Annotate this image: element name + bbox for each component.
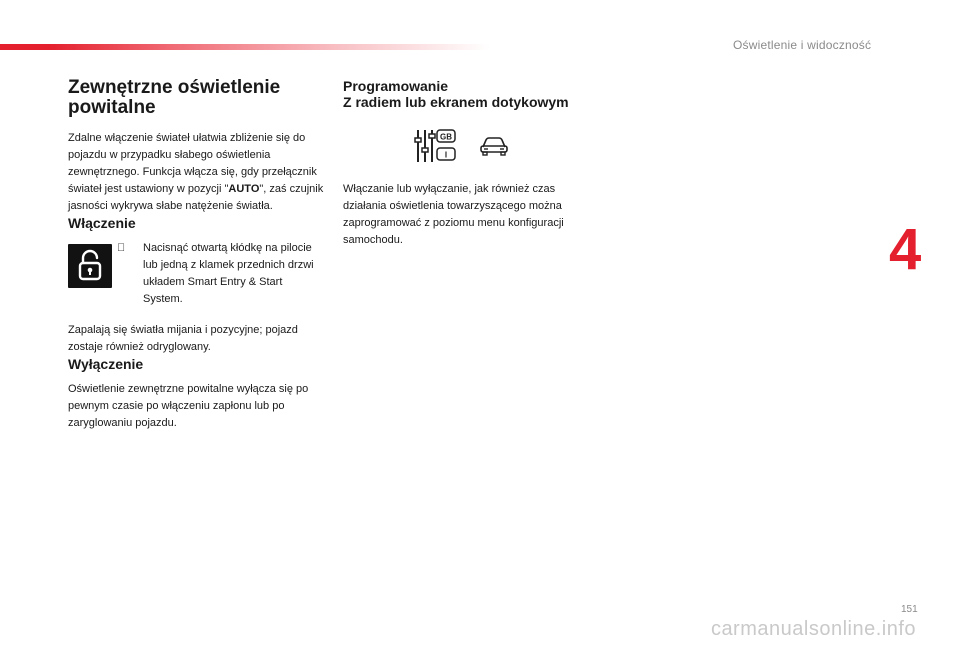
switch-off-text: Oświetlenie zewnętrzne powitalne wyłącza się po pewnym czasie po włączeniu zapłonu lub po zaryglowaniu pojazdu. <box>68 383 309 429</box>
programming-text: Włączanie lub wyłączanie, jak również czas działania oświetlenia towarzyszącego można zaprogramować z poziomu menu konfiguracji samochodu. <box>343 183 564 246</box>
left-column <box>68 78 330 432</box>
unlock-padlock-icon <box>68 244 112 288</box>
intro-text-part1: Zdalne włączenie świateł ułatwia zbliżenie się do pojazdu w przypadku słabego oświetlenia zewnętrznego. Funkcja włącza się, gdy przełącznik świateł jest ustawiony w pozycji " <box>68 132 317 195</box>
bullet-text: Nacisnąć otwartą kłódkę na pilocie lub jedną z klamek przednich drzwi układem Smart Entry & Start System. <box>143 242 314 305</box>
car-icon <box>479 135 509 157</box>
switch-off-heading: Wyłączenie <box>68 356 144 372</box>
settings-badge-top: GB <box>440 132 452 142</box>
bullet-item <box>117 240 318 308</box>
config-icons <box>413 128 593 164</box>
settings-sliders-icon <box>413 128 457 164</box>
intro-paragraph <box>68 130 330 215</box>
chapter-number: 4 <box>889 217 922 282</box>
header-accent-bar <box>0 44 490 50</box>
switch-on-note: Zapalają się światła mijania i pozycyjne; pojazd zostaje również odryglowany. <box>68 324 298 353</box>
settings-badge-bottom: I <box>444 150 448 160</box>
radio-touchscreen-heading: Z radiem lub ekranem dotykowym <box>343 94 569 110</box>
intro-text-part2: ", zaś czujnik jasności wykrywa słabe natężenie światła. <box>68 183 324 212</box>
right-column <box>343 78 593 249</box>
section-title: Oświetlenie i widoczność <box>733 38 872 52</box>
auto-keyword: AUTO <box>228 183 260 195</box>
programming-heading: Programowanie <box>343 78 449 94</box>
page-number: 151 <box>901 604 918 615</box>
switch-on-instruction <box>68 240 330 308</box>
main-title: Zewnętrzne oświetlenie powitalne <box>68 77 281 118</box>
switch-on-heading: Włączenie <box>68 215 136 231</box>
bullet-symbol <box>117 240 143 257</box>
watermark: carmanualsonline.info <box>710 618 916 640</box>
